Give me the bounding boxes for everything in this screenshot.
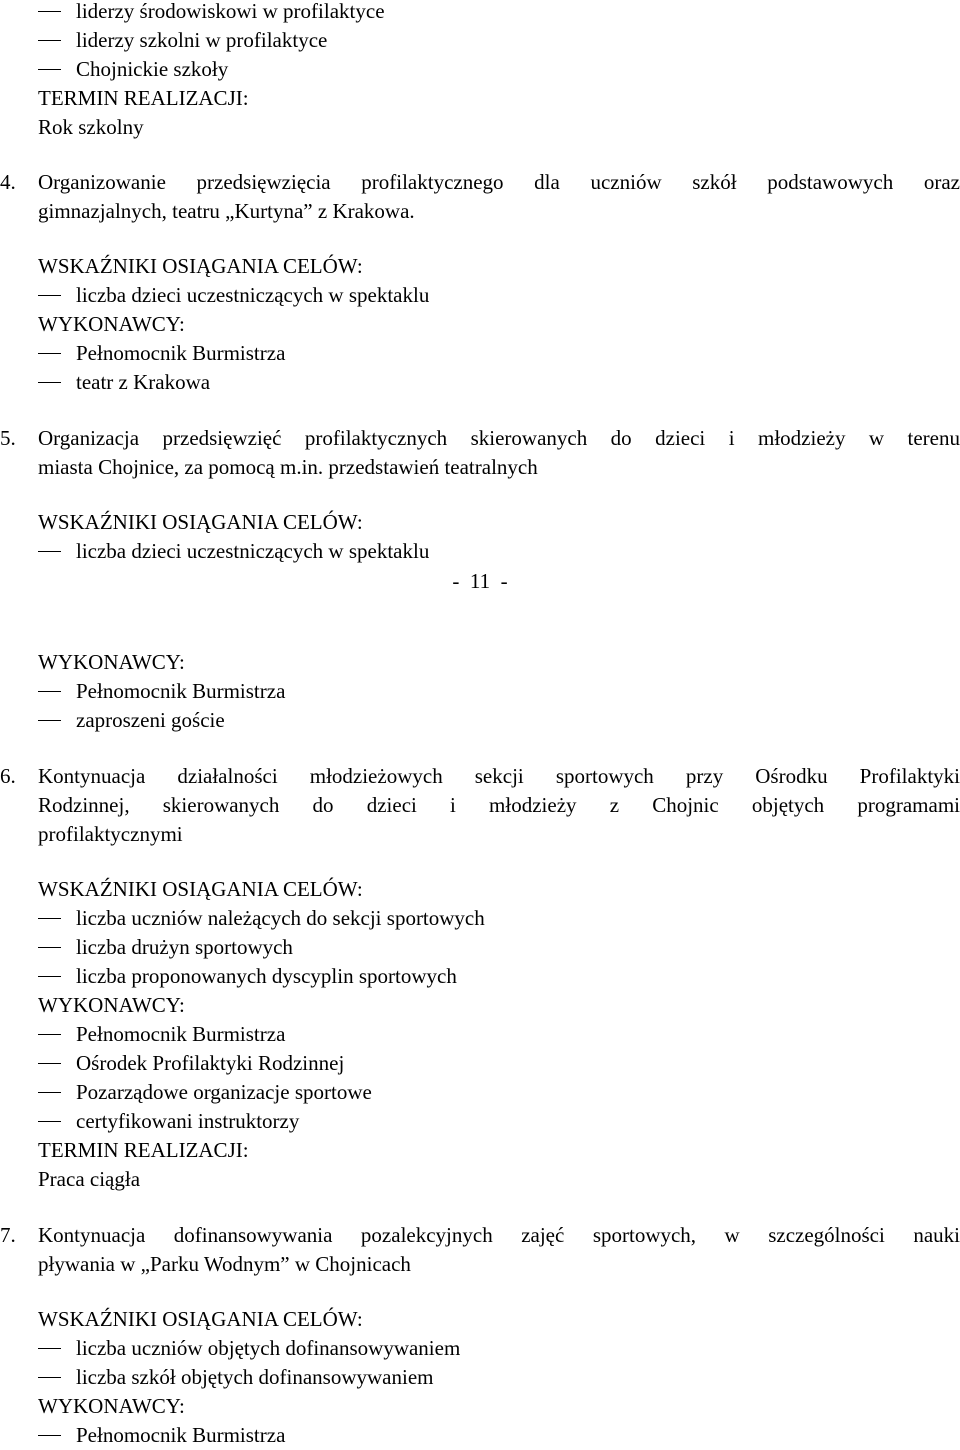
- list-item: zaproszeni goście: [76, 706, 225, 735]
- list-item: liderzy szkolni w profilaktyce: [76, 26, 327, 55]
- section-number: 4.: [0, 170, 16, 194]
- dash-bullet-icon: [38, 382, 61, 383]
- list-item: Pełnomocnik Burmistrza: [76, 1421, 285, 1450]
- section-title: Organizacja przedsięwzięć profilaktycznych skierowanych do dzieci i młodzieży w terenu: [38, 426, 960, 450]
- dash-bullet-icon: [38, 1063, 61, 1064]
- dash-bullet-icon: [38, 1377, 61, 1378]
- section-title-cont: pływania w „Parku Wodnym” w Chojnicach: [38, 1252, 411, 1276]
- section-title-cont: gimnazjalnych, teatru „Kurtyna” z Krakowa.: [38, 199, 415, 223]
- dash-bullet-icon: [38, 918, 61, 919]
- termin-value: Rok szkolny: [38, 115, 144, 139]
- executors-label: WYKONAWCY:: [38, 312, 185, 336]
- list-item: Pełnomocnik Burmistrza: [76, 1020, 285, 1049]
- list-item: Chojnickie szkoły: [76, 55, 228, 84]
- section-title: Kontynuacja dofinansowywania pozalekcyjnych zajęć sportowych, w szczególności nauki: [38, 1223, 960, 1247]
- indicators-label: WSKAŹNIKI OSIĄGANIA CELÓW:: [38, 877, 363, 901]
- section-number: 6.: [0, 764, 16, 788]
- list-item: liczba dzieci uczestniczących w spektaklu: [76, 537, 429, 566]
- list-item: liczba proponowanych dyscyplin sportowych: [76, 962, 457, 991]
- list-item: Pełnomocnik Burmistrza: [76, 677, 285, 706]
- dash-bullet-icon: [38, 69, 61, 70]
- dash-bullet-icon: [38, 551, 61, 552]
- dash-bullet-icon: [38, 353, 61, 354]
- list-item: liczba drużyn sportowych: [76, 933, 293, 962]
- indicators-label: WSKAŹNIKI OSIĄGANIA CELÓW:: [38, 510, 363, 534]
- section-title-cont: profilaktycznymi: [38, 822, 183, 846]
- dash-bullet-icon: [38, 40, 61, 41]
- dash-bullet-icon: [38, 720, 61, 721]
- section-title: Organizowanie przedsięwzięcia profilaktycznego dla uczniów szkół podstawowych oraz: [38, 170, 960, 194]
- dash-bullet-icon: [38, 1435, 61, 1436]
- dash-bullet-icon: [38, 691, 61, 692]
- list-item: liderzy środowiskowi w profilaktyce: [76, 0, 385, 26]
- list-item: Pozarządowe organizacje sportowe: [76, 1078, 372, 1107]
- dash-bullet-icon: [38, 1121, 61, 1122]
- list-item: liczba dzieci uczestniczących w spektaklu: [76, 281, 429, 310]
- dash-bullet-icon: [38, 11, 61, 12]
- termin-label: TERMIN REALIZACJI:: [38, 1138, 249, 1162]
- termin-label: TERMIN REALIZACJI:: [38, 86, 249, 110]
- dash-bullet-icon: [38, 1034, 61, 1035]
- executors-label: WYKONAWCY:: [38, 1394, 185, 1418]
- indicators-label: WSKAŹNIKI OSIĄGANIA CELÓW:: [38, 254, 363, 278]
- dash-bullet-icon: [38, 976, 61, 977]
- list-item: Ośrodek Profilaktyki Rodzinnej: [76, 1049, 344, 1078]
- list-item: teatr z Krakowa: [76, 368, 210, 397]
- list-item: liczba szkół objętych dofinansowywaniem: [76, 1363, 433, 1392]
- list-item: Pełnomocnik Burmistrza: [76, 339, 285, 368]
- dash-bullet-icon: [38, 295, 61, 296]
- section-title-cont: miasta Chojnice, za pomocą m.in. przedstawień teatralnych: [38, 455, 538, 479]
- section-number: 7.: [0, 1223, 16, 1247]
- dash-bullet-icon: [38, 1092, 61, 1093]
- list-item: certyfikowani instruktorzy: [76, 1107, 299, 1136]
- page-number: - 11 -: [452, 569, 508, 593]
- termin-value: Praca ciągła: [38, 1167, 141, 1191]
- executors-label: WYKONAWCY:: [38, 650, 185, 674]
- list-item: liczba uczniów objętych dofinansowywaniem: [76, 1334, 460, 1363]
- dash-bullet-icon: [38, 1348, 61, 1349]
- section-number: 5.: [0, 426, 16, 450]
- indicators-label: WSKAŹNIKI OSIĄGANIA CELÓW:: [38, 1307, 363, 1331]
- list-item: liczba uczniów należących do sekcji sportowych: [76, 904, 485, 933]
- dash-bullet-icon: [38, 947, 61, 948]
- section-title: Kontynuacja działalności młodzieżowych sekcji sportowych przy Ośrodku Profilaktyki: [38, 764, 960, 788]
- section-title-cont: Rodzinnej, skierowanych do dzieci i młodzieży z Chojnic objętych programami: [38, 793, 960, 817]
- executors-label: WYKONAWCY:: [38, 993, 185, 1017]
